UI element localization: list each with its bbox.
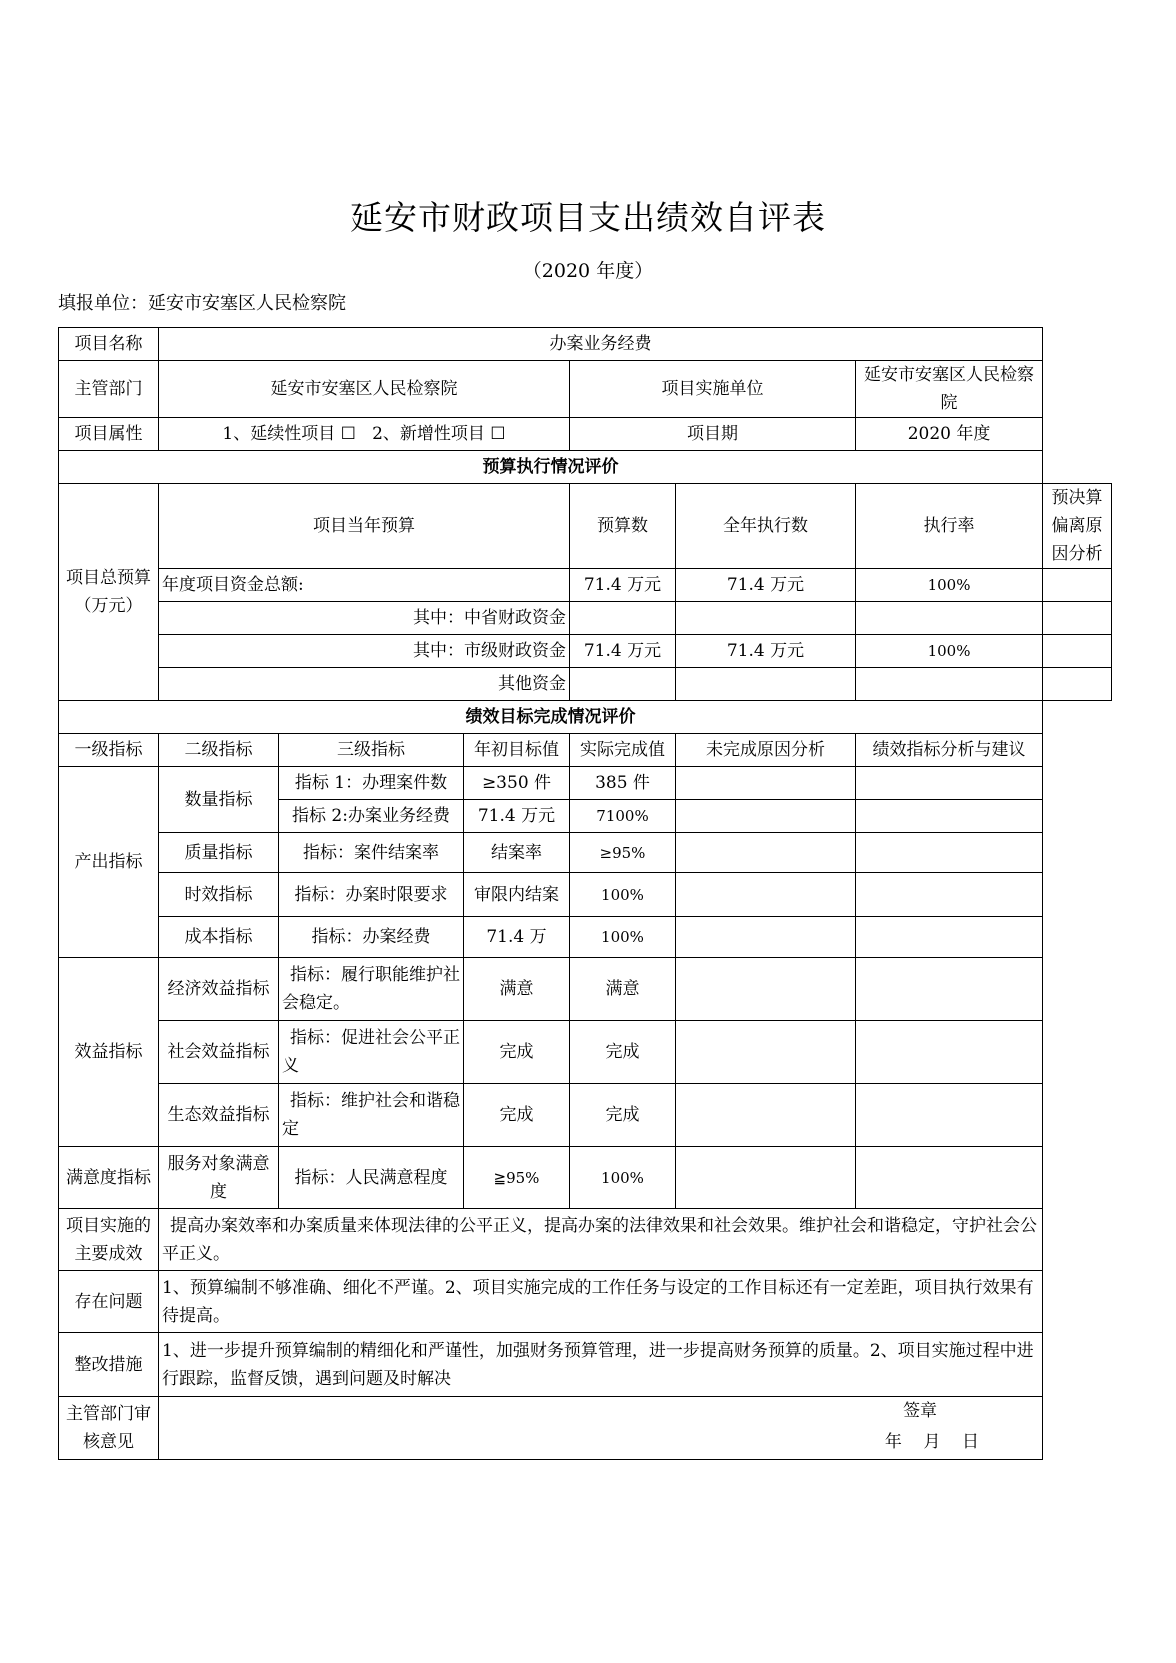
issues-text: 1、预算编制不够准确、细化不严谨。2、项目实施完成的工作任务与设定的工作目标还有一定差距，项目执行效果有待提高。: [159, 1271, 1043, 1333]
indicator-text: 指标：促进社会公平正义: [279, 1021, 464, 1084]
budget-analysis: [1043, 569, 1112, 602]
reason-cell: [676, 800, 856, 833]
target-value: 审限内结案: [464, 873, 570, 917]
perf-row: [59, 873, 1112, 917]
benefit-indicator-label: 效益指标: [59, 958, 159, 1147]
indicator-text: 指标：办案经费: [279, 917, 464, 958]
target-value: ≥350 件: [464, 767, 570, 800]
budget-analysis: [1043, 602, 1112, 635]
advice-cell: [856, 800, 1043, 833]
budget-header-exec: 全年执行数: [676, 484, 856, 569]
row-performance-section: [59, 701, 1112, 734]
quality-indicator-label: 质量指标: [159, 833, 279, 873]
page-title: 延安市财政项目支出绩效自评表: [350, 198, 826, 237]
budget-header-rate: 执行率: [856, 484, 1043, 569]
actual-value: 完成: [570, 1084, 676, 1147]
review-cell: [159, 1397, 1043, 1460]
reason-cell: [676, 1147, 856, 1209]
social-indicator-label: 社会效益指标: [159, 1021, 279, 1084]
project-name-value: 办案业务经费: [159, 328, 1043, 361]
target-value: 结案率: [464, 833, 570, 873]
budget-rate: 100%: [856, 635, 1043, 668]
indicator-text: 指标 2:办案业务经费: [279, 800, 464, 833]
budget-exec: 71.4 万元: [676, 569, 856, 602]
advice-cell: [856, 958, 1043, 1021]
impl-value: 延安市安塞区人民检察院: [856, 361, 1043, 418]
budget-rate: 100%: [856, 569, 1043, 602]
row-budget-section: [59, 451, 1112, 484]
actual-value: 385 件: [570, 767, 676, 800]
row-budget-header: [59, 484, 1112, 569]
measures-label: 整改措施: [59, 1333, 159, 1397]
budget-row-label: 项目总预算（万元）: [59, 484, 159, 701]
budget-row: [59, 635, 1112, 668]
actual-value: 7100%: [570, 800, 676, 833]
target-value: 完成: [464, 1084, 570, 1147]
actual-value: 100%: [570, 917, 676, 958]
perf-row: [59, 1084, 1112, 1147]
budget-item: 年度项目资金总额:: [159, 569, 570, 602]
budget-section-title: 预算执行情况评价: [59, 451, 1043, 484]
indicator-text: 指标：维护社会和谐稳定: [279, 1084, 464, 1147]
budget-header-budget: 预算数: [570, 484, 676, 569]
reason-cell: [676, 917, 856, 958]
cost-indicator-label: 成本指标: [159, 917, 279, 958]
project-name-label: 项目名称: [59, 328, 159, 361]
row-results: [59, 1209, 1112, 1271]
budget-row: [59, 602, 1112, 635]
reporting-unit: 填报单位：延安市安塞区人民检察院: [58, 293, 346, 314]
indicator-text: 指标：办案时限要求: [279, 873, 464, 917]
budget-header-analysis: 预决算偏离原因分析: [1043, 484, 1112, 569]
row-project-name: [59, 328, 1112, 361]
review-label: 主管部门审核意见: [59, 1397, 159, 1460]
reason-cell: [676, 873, 856, 917]
budget-header-item: 项目当年预算: [159, 484, 570, 569]
attr-value: 1、延续性项目 ☐ 2、新增性项目 ☐: [159, 418, 570, 451]
budget-exec: [676, 668, 856, 701]
budget-analysis: [1043, 635, 1112, 668]
page-subtitle: （2020 年度）: [522, 260, 654, 282]
advice-cell: [856, 1084, 1043, 1147]
advice-cell: [856, 873, 1043, 917]
budget-amount: [570, 602, 676, 635]
performance-section-title: 绩效目标完成情况评价: [59, 701, 1043, 734]
advice-cell: [856, 1147, 1043, 1209]
satisfaction-indicator-label: 满意度指标: [59, 1147, 159, 1209]
indicator-text: 指标：履行职能维护社会稳定。: [279, 958, 464, 1021]
target-value: 71.4 万: [464, 917, 570, 958]
budget-row: [59, 569, 1112, 602]
reason-cell: [676, 958, 856, 1021]
perf-header-level2: 二级指标: [159, 734, 279, 767]
budget-amount: [570, 668, 676, 701]
reason-cell: [676, 767, 856, 800]
timeliness-indicator-label: 时效指标: [159, 873, 279, 917]
row-department: [59, 361, 1112, 418]
seal-label: 签章: [903, 1401, 938, 1421]
indicator-text: 指标：案件结案率: [279, 833, 464, 873]
perf-row: [59, 1147, 1112, 1209]
budget-item: 其中：市级财政资金: [159, 635, 570, 668]
attr-label: 项目属性: [59, 418, 159, 451]
budget-rate: [856, 602, 1043, 635]
target-value: 71.4 万元: [464, 800, 570, 833]
perf-row: [59, 1021, 1112, 1084]
perf-row: [59, 833, 1112, 873]
actual-value: ≥95%: [570, 833, 676, 873]
date-label: 年 月 日: [884, 1432, 980, 1452]
actual-value: 满意: [570, 958, 676, 1021]
results-label: 项目实施的主要成效: [59, 1209, 159, 1271]
budget-rate: [856, 668, 1043, 701]
dept-value: 延安市安塞区人民检察院: [159, 361, 570, 418]
perf-row: [59, 958, 1112, 1021]
advice-cell: [856, 833, 1043, 873]
period-value: 2020 年度: [856, 418, 1043, 451]
row-issues: [59, 1271, 1112, 1333]
advice-cell: [856, 1021, 1043, 1084]
output-indicator-label: 产出指标: [59, 767, 159, 958]
budget-exec: 71.4 万元: [676, 635, 856, 668]
actual-value: 100%: [570, 1147, 676, 1209]
indicator-text: 指标 1：办理案件数: [279, 767, 464, 800]
row-measures: [59, 1333, 1112, 1397]
measures-text: 1、进一步提升预算编制的精细化和严谨性，加强财务预算管理，进一步提高财务预算的质量。2、项目实施过程中进行跟踪，监督反馈，遇到问题及时解决: [159, 1333, 1043, 1397]
results-text: 提高办案效率和办案质量来体现法律的公平正义，提高办案的法律效果和社会效果。维护社会和谐稳定，守护社会公平正义。: [159, 1209, 1043, 1271]
actual-value: 100%: [570, 873, 676, 917]
reason-cell: [676, 1084, 856, 1147]
target-value: 满意: [464, 958, 570, 1021]
perf-row: [59, 917, 1112, 958]
perf-header-level1: 一级指标: [59, 734, 159, 767]
budget-analysis: [1043, 668, 1112, 701]
perf-header-reason: 未完成原因分析: [676, 734, 856, 767]
budget-item: 其中：中省财政资金: [159, 602, 570, 635]
impl-label: 项目实施单位: [570, 361, 856, 418]
row-attribute: [59, 418, 1112, 451]
target-value: 完成: [464, 1021, 570, 1084]
signature-block: [162, 1397, 1039, 1459]
budget-row: [59, 668, 1112, 701]
budget-item: 其他资金: [159, 668, 570, 701]
perf-row: [59, 767, 1112, 800]
period-label: 项目期: [570, 418, 856, 451]
budget-exec: [676, 602, 856, 635]
perf-header-advice: 绩效指标分析与建议: [856, 734, 1043, 767]
evaluation-table: [58, 327, 1112, 1460]
economic-indicator-label: 经济效益指标: [159, 958, 279, 1021]
advice-cell: [856, 767, 1043, 800]
target-value: ≧95%: [464, 1147, 570, 1209]
reason-cell: [676, 1021, 856, 1084]
dept-label: 主管部门: [59, 361, 159, 418]
budget-amount: 71.4 万元: [570, 569, 676, 602]
advice-cell: [856, 917, 1043, 958]
perf-header-level3: 三级指标: [279, 734, 464, 767]
reason-cell: [676, 833, 856, 873]
row-review: [59, 1397, 1112, 1460]
issues-label: 存在问题: [59, 1271, 159, 1333]
indicator-text: 指标：人民满意程度: [279, 1147, 464, 1209]
service-satisfaction-label: 服务对象满意度: [159, 1147, 279, 1209]
quantity-indicator-label: 数量指标: [159, 767, 279, 833]
budget-amount: 71.4 万元: [570, 635, 676, 668]
perf-header-target: 年初目标值: [464, 734, 570, 767]
ecological-indicator-label: 生态效益指标: [159, 1084, 279, 1147]
perf-header-actual: 实际完成值: [570, 734, 676, 767]
actual-value: 完成: [570, 1021, 676, 1084]
row-performance-header: [59, 734, 1112, 767]
